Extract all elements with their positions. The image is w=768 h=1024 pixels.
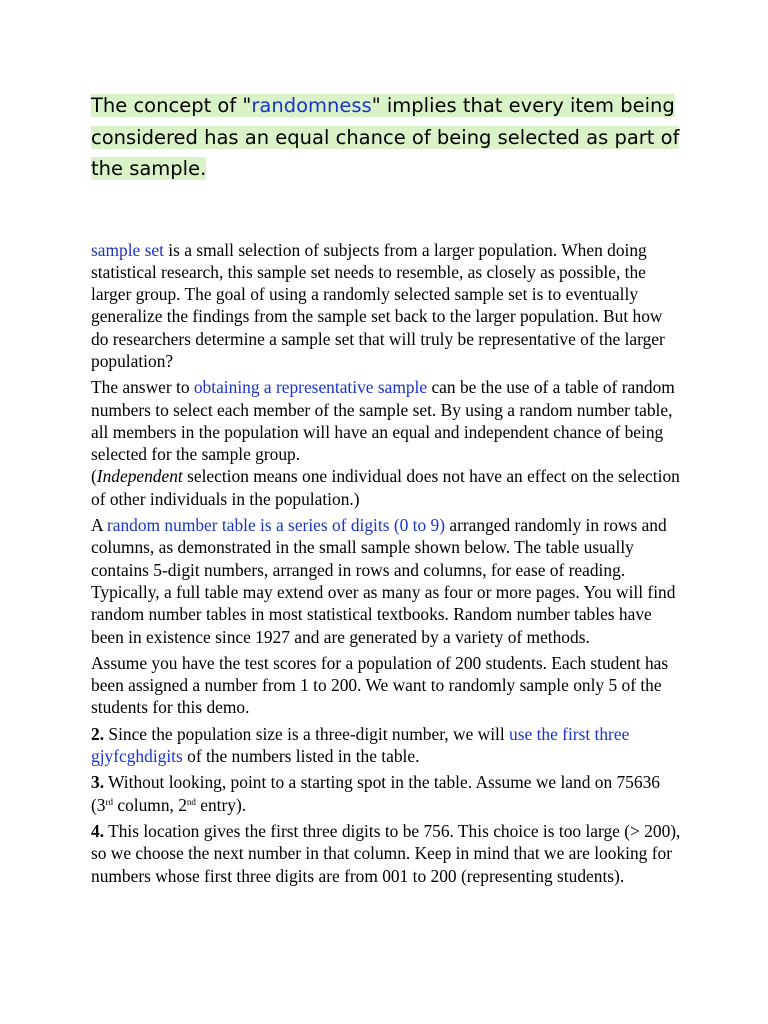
paragraph-text: Since the population size is a three-digit number, we will	[104, 723, 510, 744]
paragraph-text: is a small selection of subjects from a larger population. When doing statistical research, this sample set needs to resemble, as closely as possible, the larger group. The goal of using a randomly selected sample set is to eventually generalize the findings from the sample set back to the larger population. But how do researchers determine a sample set that will truly be representative of the larger population?	[91, 239, 665, 371]
paragraph-text: column, 2	[113, 794, 187, 815]
paragraph-text: can be the use of a table of random numbers to select each member of the sample set. By using a random number table, all members in the population will have an equal and independent chance of being selected for the sample group.	[91, 377, 675, 465]
superscript-rd: rd	[105, 796, 113, 807]
independent-italic: Independent	[96, 466, 183, 487]
paragraph-random-table	[91, 514, 681, 648]
paren-open: (	[91, 466, 97, 487]
paragraph-text: selection means one individual does not have an effect on the selection of other individuals in the population.)	[91, 466, 680, 509]
step-number: 4.	[91, 820, 105, 841]
step-number: 2.	[91, 723, 105, 744]
callout-text-after: " implies that every item being considered has an equal chance of being selected as part of the sample.	[91, 94, 680, 180]
paragraph-text: Assume you have the test scores for a population of 200 students. Each student has been assigned a number from 1 to 200. We want to randomly sample only 5 of the students for this demo.	[91, 652, 669, 718]
paragraph-text: arranged randomly in rows and columns, as demonstrated in the small sample shown below. The table usually contains 5-digit numbers, arranged in rows and columns, for ease of reading. Typically, a full table may extend over as many as four or more pages. You will find random number tables in most statistical textbooks. Random number tables have been in existence since 1927 and are generated by a variety of methods.	[91, 515, 676, 647]
paragraph-text: The answer to	[91, 377, 194, 398]
paragraph-text: This location gives the first three digits to be 756. This choice is too large (> 200), so we choose the next number in that column. Keep in mind that we are looking for numbers whose first three digits are from 001 to 200 (representing students).	[91, 820, 681, 886]
paragraph-answer	[91, 376, 681, 510]
sample-set-link[interactable]: sample set	[91, 239, 164, 260]
randomness-link[interactable]: randomness	[251, 94, 372, 117]
superscript-nd: nd	[186, 796, 196, 807]
paragraph-text: Without looking, point to a starting spot in the table. Assume we land on 75636 (3	[91, 772, 660, 815]
representative-sample-link[interactable]: obtaining a representative sample	[193, 377, 428, 398]
step-2	[91, 723, 681, 768]
paragraph-assume	[91, 652, 681, 719]
step-number: 3.	[91, 772, 105, 793]
paragraph-text: entry).	[195, 794, 247, 815]
callout-text-before: The concept of "	[91, 94, 252, 117]
first-three-digits-link[interactable]: use the first three gjyfcghdigits	[91, 723, 630, 767]
step-3	[91, 771, 681, 816]
step-4	[91, 820, 681, 887]
randomness-callout	[91, 90, 681, 185]
paragraph-text: of the numbers listed in the table.	[182, 746, 420, 767]
random-number-table-link[interactable]: random number table is a series of digits (0 to 9)	[106, 515, 446, 536]
document-page	[91, 90, 681, 891]
body-text	[91, 239, 681, 887]
paragraph-text: A	[91, 515, 107, 536]
paragraph-sample-set	[91, 239, 681, 373]
